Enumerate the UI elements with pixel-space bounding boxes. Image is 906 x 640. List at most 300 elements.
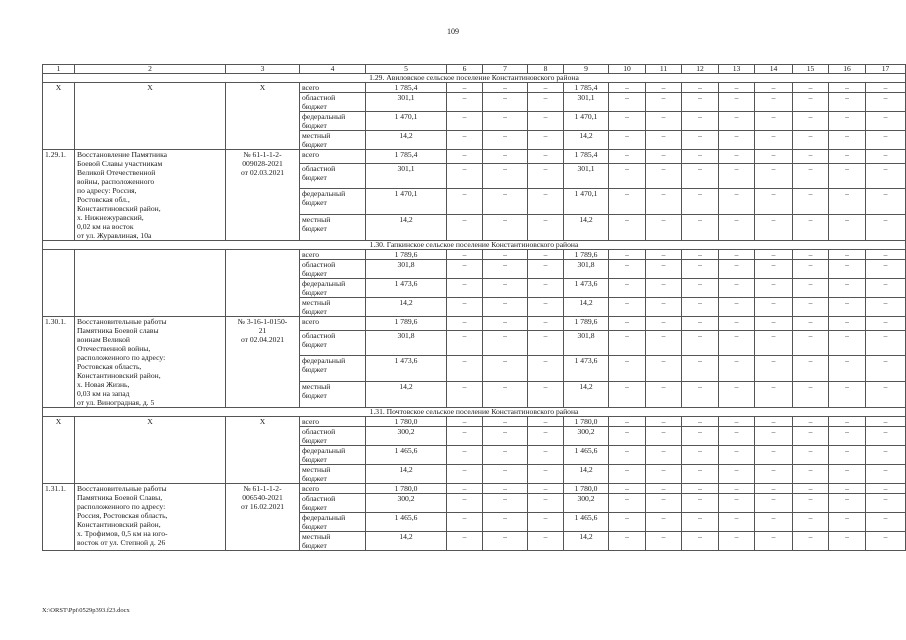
empty-dash: – [755, 382, 793, 408]
empty-dash: – [646, 189, 682, 215]
empty-dash: – [866, 465, 906, 484]
empty-dash: – [609, 93, 646, 112]
empty-dash: – [528, 112, 564, 131]
empty-dash: – [682, 356, 719, 382]
empty-dash: – [646, 427, 682, 446]
empty-dash: – [646, 131, 682, 150]
funding-type: федеральный бюджет [300, 356, 366, 382]
empty-dash: – [719, 532, 755, 551]
empty-dash: – [829, 317, 866, 331]
empty-dash: – [528, 83, 564, 93]
empty-dash: – [646, 513, 682, 532]
empty-dash: – [609, 532, 646, 551]
empty-dash: – [793, 382, 829, 408]
empty-dash: – [609, 494, 646, 513]
empty-dash: – [609, 298, 646, 317]
value-col-9: 1 465,6 [564, 513, 609, 532]
empty-dash: – [793, 163, 829, 189]
empty-dash: – [609, 279, 646, 298]
empty-dash: – [829, 163, 866, 189]
empty-dash: – [483, 513, 528, 532]
empty-dash: – [866, 446, 906, 465]
total-value: 300,2 [366, 494, 447, 513]
empty-dash: – [719, 279, 755, 298]
funding-type: местный бюджет [300, 465, 366, 484]
empty-dash: – [829, 83, 866, 93]
empty-dash: – [483, 382, 528, 408]
empty-dash: – [793, 189, 829, 215]
empty-dash: – [528, 279, 564, 298]
empty-dash: – [866, 131, 906, 150]
empty-dash: – [447, 298, 483, 317]
empty-dash: – [447, 250, 483, 260]
summary-col-2 [75, 250, 226, 317]
empty-dash: – [829, 465, 866, 484]
empty-dash: – [755, 83, 793, 93]
empty-dash: – [682, 112, 719, 131]
total-value: 1 470,1 [366, 189, 447, 215]
empty-dash: – [682, 317, 719, 331]
empty-dash: – [483, 427, 528, 446]
empty-dash: – [829, 532, 866, 551]
empty-dash: – [528, 150, 564, 164]
empty-dash: – [866, 356, 906, 382]
funding-type: областной бюджет [300, 260, 366, 279]
empty-dash: – [866, 150, 906, 164]
funding-type: областной бюджет [300, 163, 366, 189]
column-number-row [43, 65, 906, 74]
empty-dash: – [755, 260, 793, 279]
summary-col-1: X [43, 417, 75, 484]
empty-dash: – [755, 93, 793, 112]
empty-dash: – [719, 382, 755, 408]
empty-dash: – [719, 189, 755, 215]
funding-type: местный бюджет [300, 131, 366, 150]
funding-type: всего [300, 150, 366, 164]
empty-dash: – [829, 279, 866, 298]
empty-dash: – [829, 250, 866, 260]
empty-dash: – [447, 279, 483, 298]
column-number: 10 [609, 65, 646, 74]
empty-dash: – [719, 330, 755, 356]
empty-dash: – [682, 532, 719, 551]
empty-dash: – [829, 494, 866, 513]
empty-dash: – [793, 298, 829, 317]
empty-dash: – [682, 484, 719, 494]
total-value: 1 473,6 [366, 279, 447, 298]
empty-dash: – [829, 513, 866, 532]
empty-dash: – [866, 279, 906, 298]
summary-col-2: X [75, 83, 226, 150]
empty-dash: – [483, 150, 528, 164]
empty-dash: – [866, 513, 906, 532]
empty-dash: – [447, 446, 483, 465]
empty-dash: – [682, 427, 719, 446]
empty-dash: – [793, 330, 829, 356]
empty-dash: – [682, 131, 719, 150]
empty-dash: – [646, 330, 682, 356]
budget-row [43, 83, 906, 93]
funding-type: областной бюджет [300, 330, 366, 356]
empty-dash: – [682, 279, 719, 298]
empty-dash: – [682, 330, 719, 356]
empty-dash: – [866, 484, 906, 494]
document-reference: № 61-1-1-2- 009028-2021 от 02.03.2021 [226, 150, 300, 241]
total-value: 14,2 [366, 298, 447, 317]
empty-dash: – [829, 150, 866, 164]
total-value: 14,2 [366, 532, 447, 551]
value-col-9: 14,2 [564, 465, 609, 484]
empty-dash: – [755, 532, 793, 551]
empty-dash: – [755, 131, 793, 150]
value-col-9: 1 785,4 [564, 150, 609, 164]
funding-type: всего [300, 250, 366, 260]
empty-dash: – [829, 131, 866, 150]
empty-dash: – [793, 465, 829, 484]
empty-dash: – [755, 417, 793, 427]
empty-dash: – [447, 465, 483, 484]
empty-dash: – [866, 427, 906, 446]
empty-dash: – [682, 465, 719, 484]
empty-dash: – [447, 150, 483, 164]
empty-dash: – [682, 83, 719, 93]
empty-dash: – [793, 131, 829, 150]
funding-type: федеральный бюджет [300, 189, 366, 215]
budget-row [43, 250, 906, 260]
summary-col-3: X [226, 83, 300, 150]
value-col-9: 14,2 [564, 532, 609, 551]
empty-dash: – [447, 163, 483, 189]
column-number: 3 [226, 65, 300, 74]
empty-dash: – [483, 484, 528, 494]
empty-dash: – [866, 93, 906, 112]
funding-type: всего [300, 417, 366, 427]
column-number: 8 [528, 65, 564, 74]
empty-dash: – [528, 465, 564, 484]
empty-dash: – [528, 382, 564, 408]
empty-dash: – [447, 112, 483, 131]
empty-dash: – [719, 93, 755, 112]
empty-dash: – [646, 417, 682, 427]
empty-dash: – [609, 356, 646, 382]
budget-row [43, 417, 906, 427]
item-number: 1.30.1. [43, 317, 75, 408]
empty-dash: – [528, 446, 564, 465]
column-number: 13 [719, 65, 755, 74]
value-col-9: 1 473,6 [564, 356, 609, 382]
empty-dash: – [483, 260, 528, 279]
empty-dash: – [829, 260, 866, 279]
value-col-9: 300,2 [564, 427, 609, 446]
empty-dash: – [447, 189, 483, 215]
empty-dash: – [793, 532, 829, 551]
empty-dash: – [793, 446, 829, 465]
empty-dash: – [483, 532, 528, 551]
empty-dash: – [483, 163, 528, 189]
empty-dash: – [755, 112, 793, 131]
empty-dash: – [866, 260, 906, 279]
empty-dash: – [528, 494, 564, 513]
empty-dash: – [829, 112, 866, 131]
empty-dash: – [609, 513, 646, 532]
empty-dash: – [609, 317, 646, 331]
empty-dash: – [719, 298, 755, 317]
value-col-9: 1 780,0 [564, 484, 609, 494]
total-value: 1 780,0 [366, 417, 447, 427]
total-value: 301,1 [366, 163, 447, 189]
funding-type: местный бюджет [300, 382, 366, 408]
column-number: 1 [43, 65, 75, 74]
value-col-9: 300,2 [564, 494, 609, 513]
empty-dash: – [793, 494, 829, 513]
empty-dash: – [646, 250, 682, 260]
column-number: 9 [564, 65, 609, 74]
empty-dash: – [793, 356, 829, 382]
empty-dash: – [866, 494, 906, 513]
empty-dash: – [483, 279, 528, 298]
funding-type: местный бюджет [300, 298, 366, 317]
document-reference: № 61-1-1-2- 006540-2021 от 16.02.2021 [226, 484, 300, 551]
empty-dash: – [528, 417, 564, 427]
empty-dash: – [528, 484, 564, 494]
empty-dash: – [866, 163, 906, 189]
empty-dash: – [682, 494, 719, 513]
funding-type: областной бюджет [300, 93, 366, 112]
total-value: 1 465,6 [366, 446, 447, 465]
empty-dash: – [447, 382, 483, 408]
empty-dash: – [609, 83, 646, 93]
empty-dash: – [682, 417, 719, 427]
empty-dash: – [609, 446, 646, 465]
empty-dash: – [483, 465, 528, 484]
empty-dash: – [793, 484, 829, 494]
empty-dash: – [646, 150, 682, 164]
empty-dash: – [646, 532, 682, 551]
value-col-9: 1 470,1 [564, 189, 609, 215]
empty-dash: – [866, 250, 906, 260]
empty-dash: – [528, 250, 564, 260]
empty-dash: – [528, 298, 564, 317]
total-value: 301,8 [366, 330, 447, 356]
value-col-9: 14,2 [564, 131, 609, 150]
section-title: 1.29. Авиловское сельское поселение Константиновского района [43, 74, 906, 83]
column-number: 4 [300, 65, 366, 74]
empty-dash: – [755, 513, 793, 532]
empty-dash: – [483, 131, 528, 150]
empty-dash: – [483, 83, 528, 93]
empty-dash: – [866, 382, 906, 408]
total-value: 300,2 [366, 427, 447, 446]
total-value: 14,2 [366, 131, 447, 150]
empty-dash: – [447, 131, 483, 150]
empty-dash: – [829, 427, 866, 446]
empty-dash: – [793, 427, 829, 446]
empty-dash: – [866, 317, 906, 331]
total-value: 1 789,6 [366, 250, 447, 260]
empty-dash: – [793, 513, 829, 532]
total-value: 1 785,4 [366, 150, 447, 164]
empty-dash: – [609, 465, 646, 484]
empty-dash: – [719, 215, 755, 241]
empty-dash: – [793, 317, 829, 331]
empty-dash: – [609, 163, 646, 189]
empty-dash: – [719, 356, 755, 382]
empty-dash: – [682, 163, 719, 189]
total-value: 14,2 [366, 382, 447, 408]
empty-dash: – [793, 417, 829, 427]
empty-dash: – [483, 446, 528, 465]
budget-row [43, 150, 906, 164]
budget-row [43, 317, 906, 331]
empty-dash: – [866, 298, 906, 317]
empty-dash: – [646, 494, 682, 513]
empty-dash: – [447, 532, 483, 551]
empty-dash: – [646, 446, 682, 465]
summary-col-3: X [226, 417, 300, 484]
empty-dash: – [528, 317, 564, 331]
empty-dash: – [719, 465, 755, 484]
empty-dash: – [755, 189, 793, 215]
file-path-footer: X:\ORST\Ppi\0529p393.f23.docx [42, 607, 130, 614]
value-col-9: 301,8 [564, 330, 609, 356]
empty-dash: – [719, 83, 755, 93]
empty-dash: – [829, 382, 866, 408]
empty-dash: – [646, 298, 682, 317]
empty-dash: – [483, 189, 528, 215]
empty-dash: – [483, 298, 528, 317]
empty-dash: – [646, 260, 682, 279]
funding-type: областной бюджет [300, 494, 366, 513]
empty-dash: – [646, 93, 682, 112]
empty-dash: – [646, 112, 682, 131]
empty-dash: – [719, 484, 755, 494]
item-number: 1.31.1. [43, 484, 75, 551]
object-name: Восстановительные работы Памятника Боевой славы воинам Великой Отечественной войны, расположенного по адресу: Ростовская область, Константиновский район, х. Новая Жизнь, 0,03 км на запад от ул. Виноградная, д. 5 [75, 317, 226, 408]
total-value: 1 789,6 [366, 317, 447, 331]
empty-dash: – [682, 446, 719, 465]
empty-dash: – [829, 189, 866, 215]
section-title: 1.31. Почтовское сельское поселение Константиновского района [43, 408, 906, 417]
empty-dash: – [609, 215, 646, 241]
value-col-9: 1 789,6 [564, 250, 609, 260]
value-col-9: 1 465,6 [564, 446, 609, 465]
empty-dash: – [719, 513, 755, 532]
empty-dash: – [755, 427, 793, 446]
empty-dash: – [646, 215, 682, 241]
empty-dash: – [447, 494, 483, 513]
empty-dash: – [609, 260, 646, 279]
empty-dash: – [793, 250, 829, 260]
empty-dash: – [682, 189, 719, 215]
value-col-9: 301,8 [564, 260, 609, 279]
column-number: 17 [866, 65, 906, 74]
total-value: 14,2 [366, 465, 447, 484]
empty-dash: – [755, 317, 793, 331]
empty-dash: – [719, 317, 755, 331]
empty-dash: – [609, 112, 646, 131]
empty-dash: – [866, 112, 906, 131]
funding-type: местный бюджет [300, 532, 366, 551]
empty-dash: – [483, 112, 528, 131]
empty-dash: – [528, 427, 564, 446]
summary-col-2: X [75, 417, 226, 484]
empty-dash: – [793, 83, 829, 93]
empty-dash: – [755, 163, 793, 189]
empty-dash: – [682, 150, 719, 164]
value-col-9: 14,2 [564, 382, 609, 408]
column-number: 11 [646, 65, 682, 74]
empty-dash: – [793, 150, 829, 164]
empty-dash: – [447, 260, 483, 279]
empty-dash: – [609, 417, 646, 427]
empty-dash: – [646, 465, 682, 484]
empty-dash: – [866, 532, 906, 551]
empty-dash: – [682, 250, 719, 260]
total-value: 1 470,1 [366, 112, 447, 131]
empty-dash: – [829, 298, 866, 317]
empty-dash: – [447, 356, 483, 382]
empty-dash: – [755, 484, 793, 494]
empty-dash: – [755, 250, 793, 260]
empty-dash: – [609, 250, 646, 260]
empty-dash: – [866, 83, 906, 93]
empty-dash: – [483, 356, 528, 382]
empty-dash: – [829, 446, 866, 465]
value-col-9: 1 470,1 [564, 112, 609, 131]
budget-row [43, 484, 906, 494]
empty-dash: – [829, 215, 866, 241]
object-name: Восстановительные работы Памятника Боевой Славы, расположенного по адресу: Россия, Ростовская область, Константиновский район, х. Трофимов, 0,5 км на юго- восток от ул. Степной д. 26 [75, 484, 226, 551]
empty-dash: – [528, 513, 564, 532]
value-col-9: 1 780,0 [564, 417, 609, 427]
section-title-row [43, 408, 906, 417]
empty-dash: – [682, 382, 719, 408]
empty-dash: – [447, 484, 483, 494]
empty-dash: – [447, 215, 483, 241]
empty-dash: – [483, 317, 528, 331]
empty-dash: – [719, 260, 755, 279]
value-col-9: 1 789,6 [564, 317, 609, 331]
empty-dash: – [719, 163, 755, 189]
empty-dash: – [682, 215, 719, 241]
section-title: 1.30. Гапкинское сельское поселение Константиновского района [43, 241, 906, 250]
empty-dash: – [609, 382, 646, 408]
total-value: 14,2 [366, 215, 447, 241]
funding-type: всего [300, 484, 366, 494]
empty-dash: – [755, 446, 793, 465]
empty-dash: – [755, 330, 793, 356]
page-number: 109 [447, 27, 459, 36]
value-col-9: 301,1 [564, 93, 609, 112]
column-number: 15 [793, 65, 829, 74]
funding-type: всего [300, 317, 366, 331]
empty-dash: – [609, 330, 646, 356]
empty-dash: – [829, 330, 866, 356]
summary-col-1 [43, 250, 75, 317]
empty-dash: – [755, 494, 793, 513]
summary-col-3 [226, 250, 300, 317]
empty-dash: – [528, 93, 564, 112]
empty-dash: – [646, 484, 682, 494]
empty-dash: – [719, 446, 755, 465]
empty-dash: – [755, 465, 793, 484]
value-col-9: 14,2 [564, 298, 609, 317]
empty-dash: – [682, 260, 719, 279]
value-col-9: 1 473,6 [564, 279, 609, 298]
column-number: 2 [75, 65, 226, 74]
column-number: 16 [829, 65, 866, 74]
value-col-9: 301,1 [564, 163, 609, 189]
